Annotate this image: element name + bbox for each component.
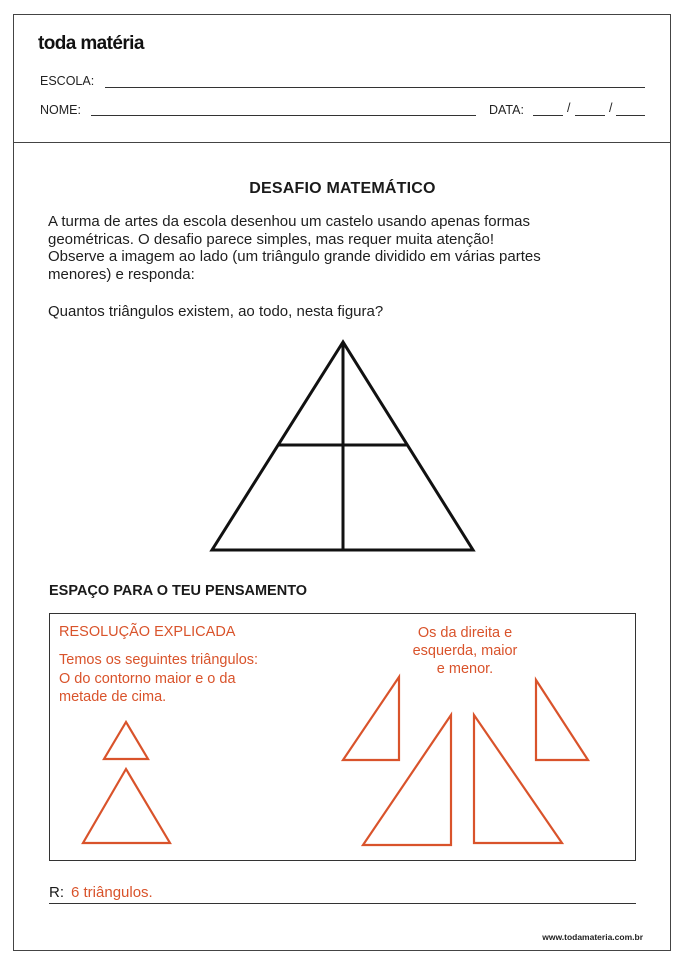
intro-line: A turma de artes da escola desenhou um castelo usando apenas formas xyxy=(48,213,530,230)
resolution-left-text xyxy=(59,651,319,707)
thinking-section-title: ESPAÇO PARA O TEU PENSAMENTO xyxy=(49,583,308,599)
date-separator: / xyxy=(609,101,613,115)
resolution-line: metade de cima. xyxy=(59,689,167,705)
intro-line: geométricas. O desafio parece simples, mas requer muita atenção! xyxy=(48,230,495,248)
school-label: ESCOLA: xyxy=(40,74,95,88)
resolution-line: e menor. xyxy=(436,661,494,677)
intro-line: Observe a imagem ao lado (um triângulo grande dividido em várias partes xyxy=(48,248,541,265)
answer-label: R: xyxy=(49,884,64,901)
answer-value[interactable]: 6 triângulos. xyxy=(71,884,153,901)
intro-line: menores) e responda: xyxy=(48,265,195,283)
answer-line xyxy=(49,903,636,904)
date-label: DATA: xyxy=(489,103,524,117)
date-separator: / xyxy=(567,101,571,115)
question-text: Quantos triângulos existem, ao todo, nesta figura? xyxy=(48,303,384,320)
resolution-line: Temos os seguintes triângulos: xyxy=(59,652,259,668)
logo: toda matéria xyxy=(38,33,144,54)
page-title: DESAFIO MATEMÁTICO xyxy=(249,180,436,197)
resolution-line: O do contorno maior e o da xyxy=(59,670,236,687)
resolution-line: esquerda, maior xyxy=(412,643,518,659)
resolution-title: RESOLUÇÃO EXPLICADA xyxy=(59,624,236,640)
resolution-right-text xyxy=(385,624,545,678)
main-triangle-figure xyxy=(212,342,473,550)
resolution-line: Os da direita e xyxy=(417,625,513,641)
footer-url[interactable]: www.todamateria.com.br xyxy=(542,932,643,942)
name-label: NOME: xyxy=(40,103,81,117)
